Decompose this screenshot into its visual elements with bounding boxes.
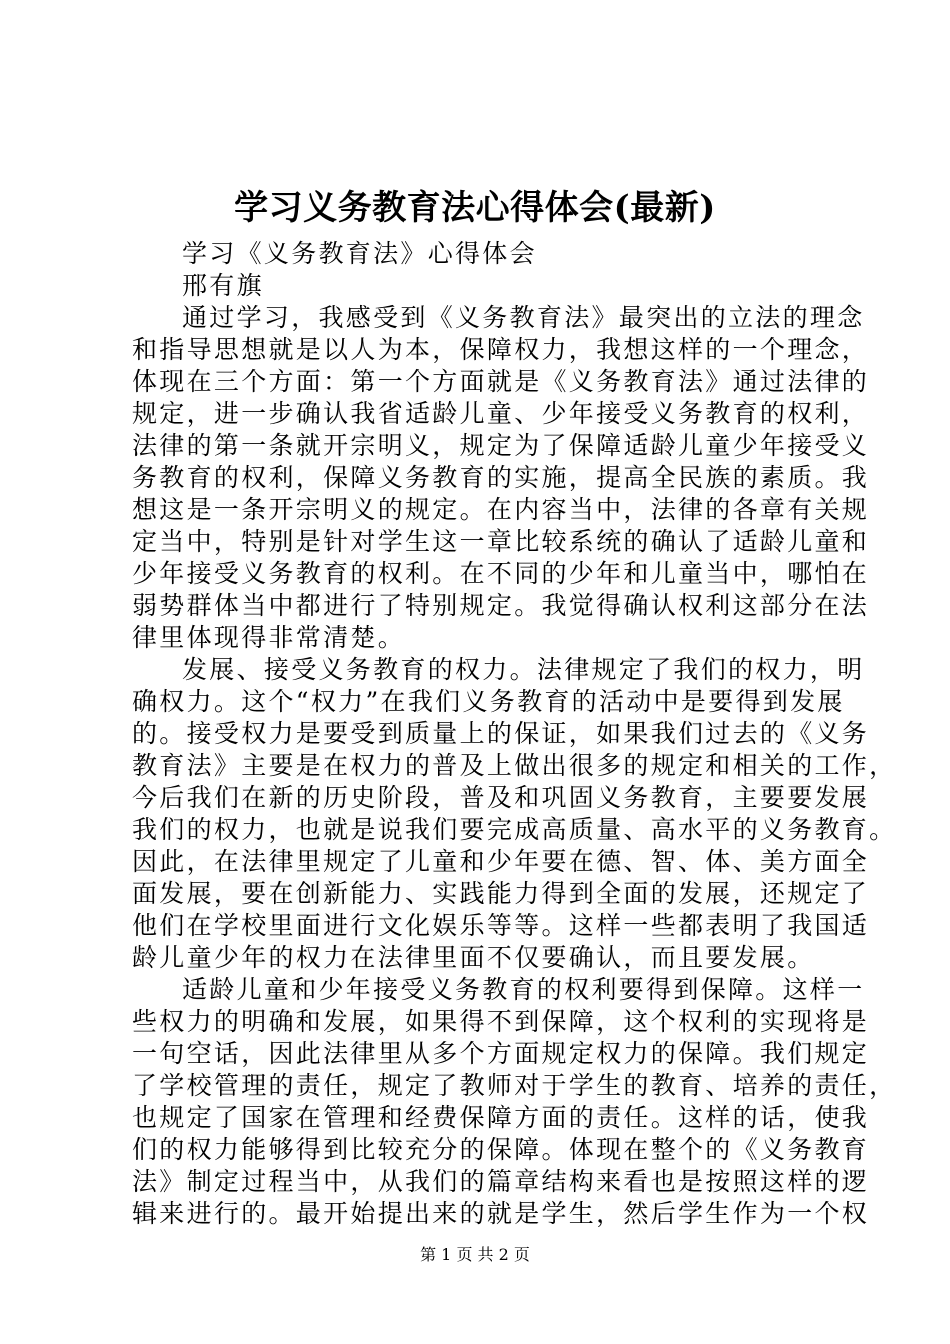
body-line: 想这是一条开宗明义的规定。在内容当中，法律的各章有关规	[132, 495, 870, 524]
body-lines	[132, 302, 897, 1230]
body-line: 适龄儿童和少年接受义务教育的权利要得到保障。这样一	[182, 975, 865, 1004]
body-line: 些权力的明确和发展，如果得不到保障，这个权利的实现将是	[132, 1007, 870, 1036]
body-line: 通过学习，我感受到《义务教育法》最突出的立法的理念	[182, 303, 865, 332]
document-author: 邢有旗	[182, 271, 264, 300]
body-line: 法》制定过程当中，从我们的篇章结构来看也是按照这样的逻	[132, 1167, 870, 1196]
body-line: 律里体现得非常清楚。	[132, 623, 406, 652]
body-line: 法律的第一条就开宗明义，规定为了保障适龄儿童少年接受义	[132, 431, 870, 460]
body-line: 因此，在法律里规定了儿童和少年要在德、智、体、美方面全	[132, 847, 870, 876]
document-title: 学习义务教育法心得体会(最新)	[234, 188, 716, 228]
body-line: 教育法》主要是在权力的普及上做出很多的规定和相关的工作，	[132, 751, 897, 780]
body-line: 发展、接受义务教育的权力。法律规定了我们的权力，明	[182, 655, 865, 684]
body-line: 他们在学校里面进行文化娱乐等等。这样一些都表明了我国适	[132, 911, 870, 940]
body-line: 也规定了国家在管理和经费保障方面的责任。这样的话，使我	[132, 1103, 870, 1132]
body-line: 龄儿童少年的权力在法律里面不仅要确认，而且要发展。	[132, 943, 815, 972]
body-line: 辑来进行的。最开始提出来的就是学生，然后学生作为一个权	[132, 1199, 870, 1228]
body-line: 的。接受权力是要受到质量上的保证，如果我们过去的《义务	[132, 719, 870, 748]
body-line: 面发展，要在创新能力、实践能力得到全面的发展，还规定了	[132, 879, 870, 908]
body-line: 体现在三个方面：第一个方面就是《义务教育法》通过法律的	[132, 367, 870, 396]
body-line: 确权力。这个“权力”在我们义务教育的活动中是要得到发展	[132, 687, 845, 716]
body-line: 规定，进一步确认我省适龄儿童、少年接受义务教育的权利，	[132, 399, 870, 428]
body-line: 我们的权力，也就是说我们要完成高质量、高水平的义务教育。	[132, 815, 897, 844]
body-line: 今后我们在新的历史阶段，普及和巩固义务教育，主要要发展	[132, 783, 870, 812]
body-line: 务教育的权利，保障义务教育的实施，提高全民族的素质。我	[132, 463, 870, 492]
document-body	[132, 238, 897, 1230]
body-line: 定当中，特别是针对学生这一章比较系统的确认了适龄儿童和	[132, 527, 870, 556]
body-line: 和指导思想就是以人为本，保障权力，我想这样的一个理念，	[132, 335, 870, 364]
body-line: 一句空话，因此法律里从多个方面规定权力的保障。我们规定	[132, 1039, 870, 1068]
body-line: 了学校管理的责任，规定了教师对于学生的教育、培养的责任，	[132, 1071, 897, 1100]
body-line: 少年接受义务教育的权利。在不同的少年和儿童当中，哪怕在	[132, 559, 870, 588]
body-line: 弱势群体当中都进行了特别规定。我觉得确认权利这部分在法	[132, 591, 870, 620]
page-footer: 第 1 页 共 2 页	[420, 1245, 530, 1264]
document-subtitle: 学习《义务教育法》心得体会	[182, 239, 537, 268]
body-line: 们的权力能够得到比较充分的保障。体现在整个的《义务教育	[132, 1135, 870, 1164]
